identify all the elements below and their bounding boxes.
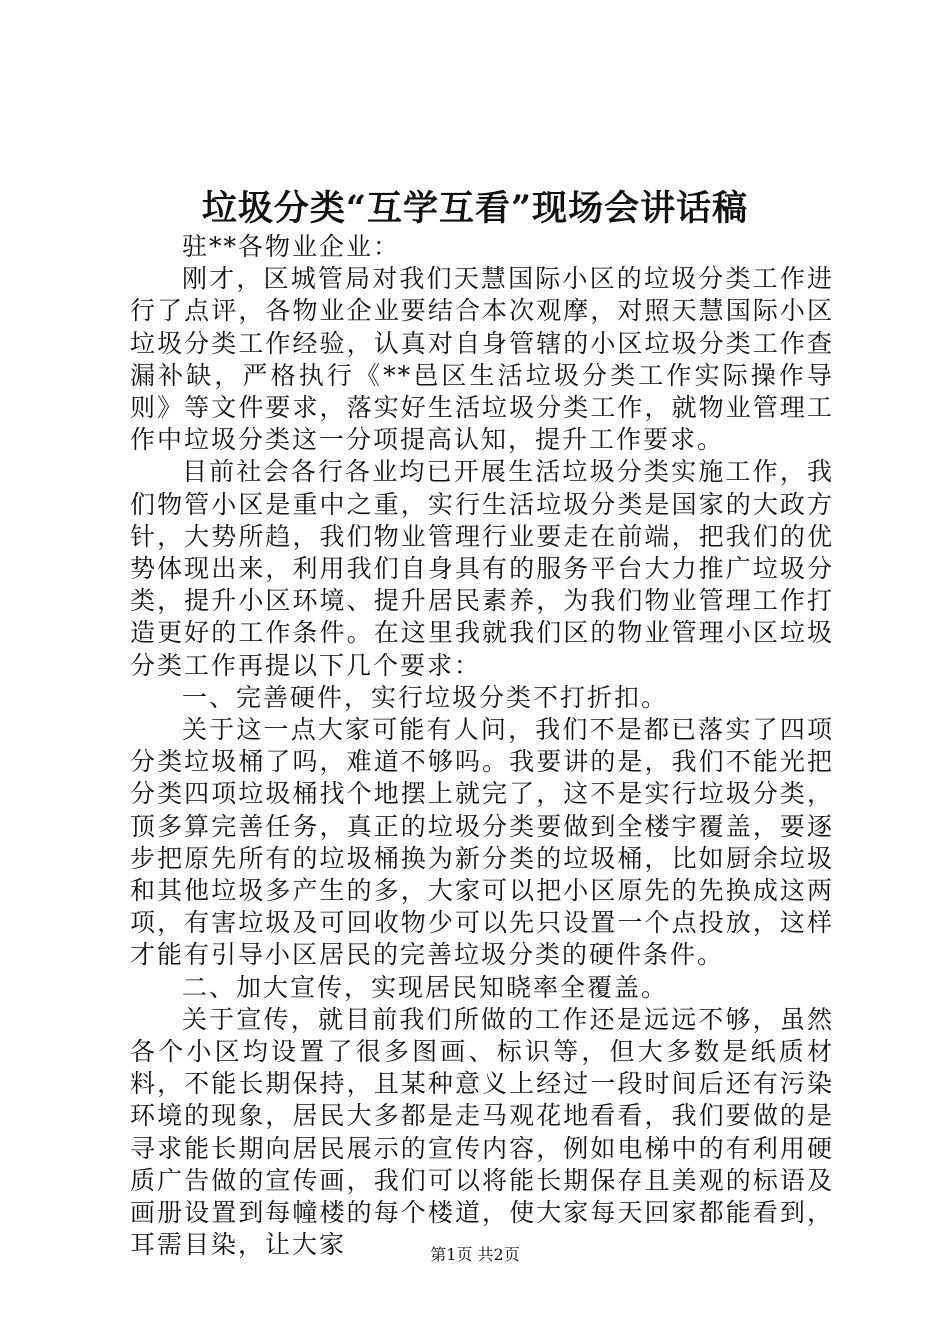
paragraph: 刚才，区城管局对我们天慧国际小区的垃圾分类工作进行了点评，各物业企业要结合本次观摩，对照天慧国际小区垃圾分类工作经验，认真对自身管辖的小区垃圾分类工作查漏补缺，严格执行《**邑区生活垃圾分类工作实际操作导则》等文件要求，落实好生活垃圾分类工作，就物业管理工作中垃圾分类这一分项提高认知，提升工作要求。	[130, 264, 834, 455]
document-title: 垃圾分类“互学互看”现场会讲话稿	[201, 188, 749, 229]
section-heading: 一、完善硬件，实行垃圾分类不打折扣。	[182, 682, 669, 712]
paragraph: 关于这一点大家可能有人问，我们不是都已落实了四项分类垃圾桶了吗，难道不够吗。我要讲的是，我们不能光把分类四项垃圾桶找个地摆上就完了，这不是实行垃圾分类，顶多算完善任务，真正的垃圾分类要做到全楼宇覆盖，要逐步把原先所有的垃圾桶换为新分类的垃圾桶，比如厨余垃圾和其他垃圾多产生的多，大家可以把小区原先的先换成这两项，有害垃圾及可回收物少可以先只设置一个点投放，这样才能有引导小区居民的完善垃圾分类的硬件条件。	[130, 715, 834, 970]
page-footer: 第1页 共2页	[430, 1245, 520, 1264]
document-body	[130, 231, 834, 1262]
paragraph: 目前社会各行各业均已开展生活垃圾分类实施工作，我们物管小区是重中之重，实行生活垃圾分类是国家的大政方针，大势所趋，我们物业管理行业要走在前端，把我们的优势体现出来，利用我们自身具有的服务平台大力推广垃圾分类，提升小区环境、提升居民素养，为我们物业管理工作打造更好的工作条件。在这里我就我们区的物业管理小区垃圾分类工作再提以下几个要求：	[130, 457, 834, 680]
paragraph: 关于宣传，就目前我们所做的工作还是远远不够，虽然各个小区均设置了很多图画、标识等，但大多数是纸质材料，不能长期保持，且某种意义上经过一段时间后还有污染环境的现象，居民大多都是走马观花地看看，我们要做的是寻求能长期向居民展示的宣传内容，例如电梯中的有利用硬质广告做的宣传画，我们可以将能长期保存且美观的标语及画册设置到每幢楼的每个楼道，使大家每天回家都能看到，耳需目染，让大家	[130, 1004, 834, 1260]
section-heading: 二、加大宣传，实现居民知晓率全覆盖。	[182, 972, 669, 1002]
salutation: 驻**各物业企业：	[182, 232, 401, 261]
